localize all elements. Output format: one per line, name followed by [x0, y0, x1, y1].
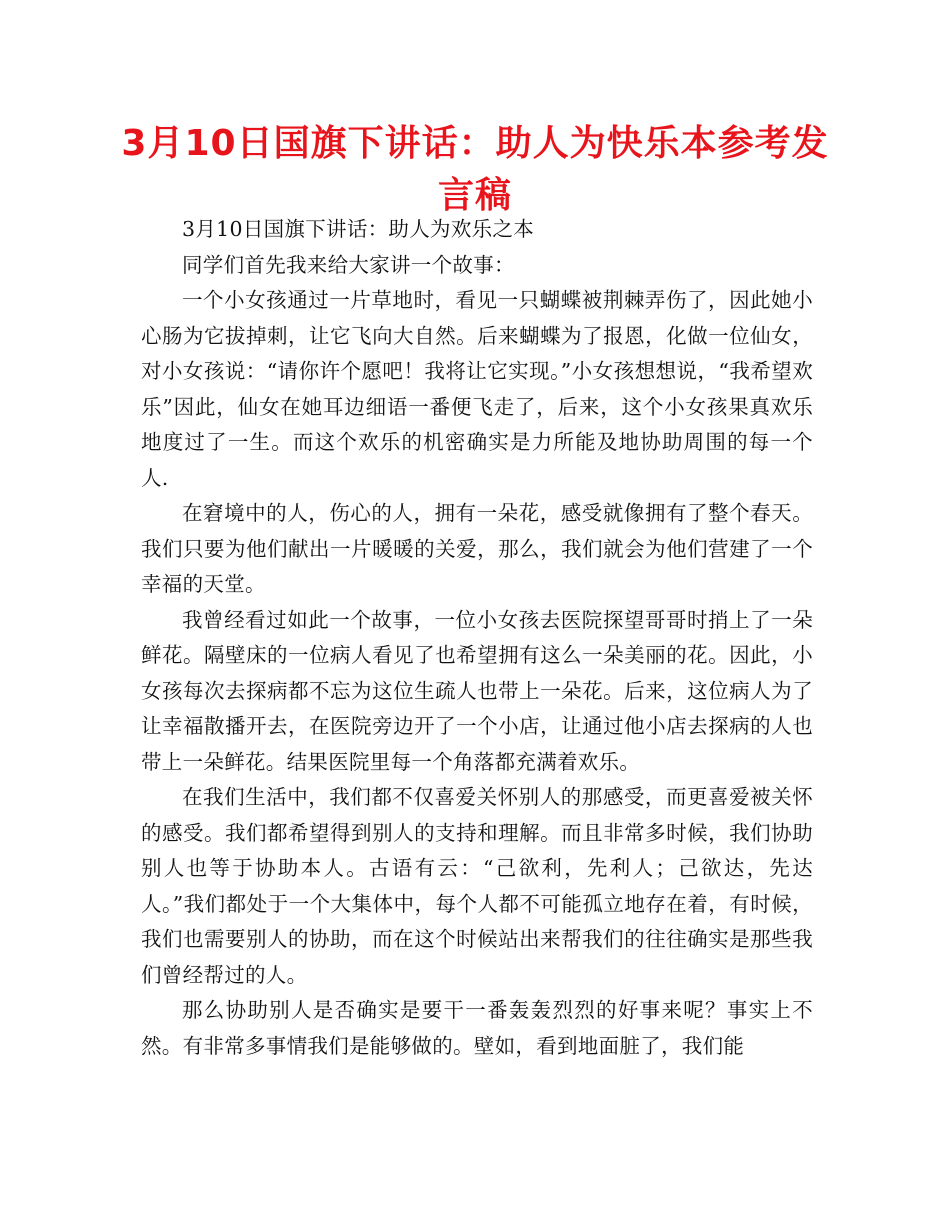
paragraph-small-deeds: 那么协助别人是否确实是要干一番轰轰烈烈的好事来呢？事实上不然。有非常多事情我们是能够做的。壁如，看到地面脏了，我们能	[141, 998, 813, 1058]
paragraph-greeting: 同学们首先我来给大家讲一个故事：	[182, 252, 515, 277]
paragraph-helping-others: 在我们生活中，我们都不仅喜爱关怀别人的那感受，而更喜爱被关怀的感受。我们都希望得到别人的支持和理解。而且非常多时候，我们协助别人也等于协助本人。古语有云：“己欲利，先利人；己欲达，先达人。”我们都处于一个大集体中，每个人都不可能孤立地存在着，有时候，我们也需要别人的协助，而在这个时候站出来帮我们的往往确实是那些我们曾经帮过的人。	[141, 785, 813, 987]
paragraph-flower-story: 我曾经看过如此一个故事，一位小女孩去医院探望哥哥时捎上了一朵鲜花。隔壁床的一位病人看见了也希望拥有这么一朵美丽的花。因此，小女孩每次去探病都不忘为这位生疏人也带上一朵花。后来，这位病人为了让幸福散播开去，在医院旁边开了一个小店，让通过他小店去探病的人也带上一朵鲜花。结果医院里每一个角落都充满着欢乐。	[141, 607, 813, 774]
paragraph-subtitle: 3月10日国旗下讲话：助人为欢乐之本	[182, 217, 535, 241]
paragraph-spring: 在窘境中的人，伤心的人，拥有一朵花，感受就像拥有了整个春天。我们只要为他们献出一片暖暖的关爱，那么，我们就会为他们营建了一个幸福的天堂。	[141, 501, 813, 596]
paragraph-butterfly-story: 一个小女孩通过一片草地时，看见一只蝴蝶被荆棘弄伤了，因此她小心肠为它拔掉刺，让它飞向大自然。后来蝴蝶为了报恩，化做一位仙女，对小女孩说：“请你许个愿吧！我将让它实现。”小女孩想想说，“我希望欢乐”因此，仙女在她耳边细语一番便飞走了，后来，这个小女孩果真欢乐地度过了一生。而这个欢乐的机密确实是力所能及地协助周围的每一个人.	[141, 288, 813, 490]
document-body	[141, 212, 813, 1064]
document-title: 3月10日国旗下讲话：助人为快乐本参考发言稿	[121, 123, 829, 216]
